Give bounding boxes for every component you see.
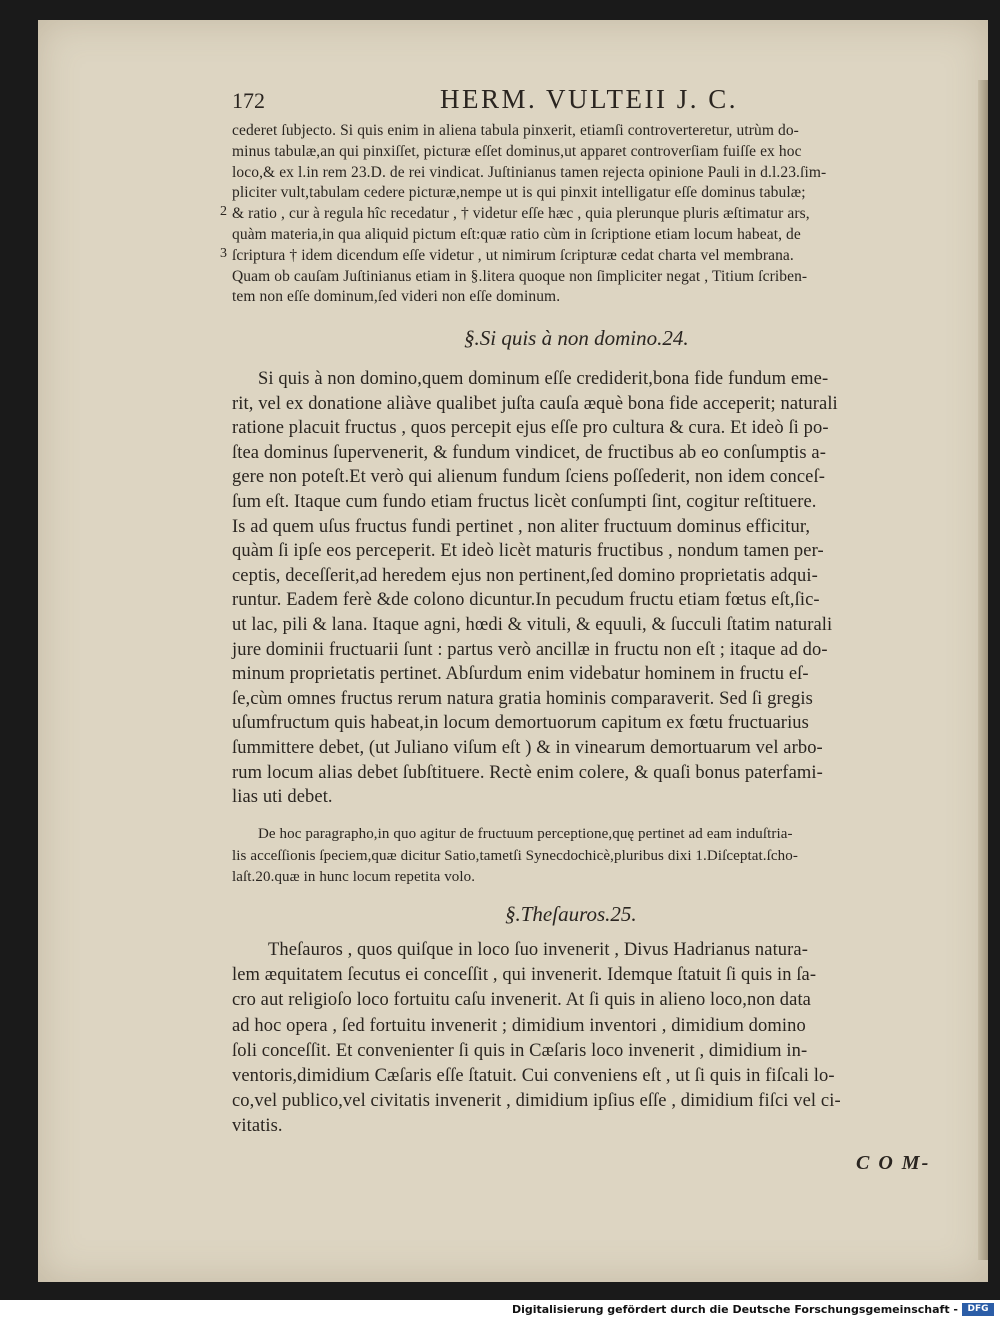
text-line: tem non eſſe dominum,ſed videri non eſſe dominum. (232, 288, 561, 306)
page-number: 172 (232, 88, 265, 113)
footer-credit: Digitalisierung gefördert durch die Deutsche Forschungsgemeinschaft - (511, 1303, 958, 1316)
text-line: quàm materia,in qua aliquid pictum eſt:quæ ratio cùm in ſcriptione etiam locum habeat, de (232, 226, 801, 243)
text-line: uſumfructum quis habeat,in locum demortuorum capitum ex fœtu fructuarius (232, 713, 809, 734)
text-line: gere non poteſt.Et verò qui alienum fundum ſciens poſſederit, non idem conceſ- (232, 467, 825, 488)
text-line: laſt.20.quæ in hunc locum repetita volo. (232, 869, 476, 885)
section-heading-24: §.Si quis à non domino.24. (464, 326, 689, 350)
text-line: Theſauros , quos quiſque in loco ſuo invenerit , Divus Hadrianus natura- (268, 940, 808, 960)
text-line: ſum eſt. Itaque cum fundo etiam fructus licèt conſumpti ſint, cogitur reſtituere. (232, 492, 817, 512)
text-line: ut lac, pili & lana. Itaque agni, hœdi & vituli, & equuli, & ſucculi ſtatim naturali (232, 615, 833, 635)
page-edge (978, 80, 988, 1260)
text-line: quàm ſi ipſe eos perceperit. Et ideò licèt maturis fructibus , nondum tamen per- (232, 541, 824, 562)
text-line: ad hoc opera , ſed fortuitu invenerit ; dimidium inventori , dimidium domino (232, 1015, 806, 1036)
text-line: ceptis, deceſſerit,ad heredem ejus non pertinent,ſed domino proprietatis adqui- (232, 565, 818, 586)
text-line: rum locum alias debet ſubſtituere. Rectè enim colere, & quaſi bonus paterfami- (232, 762, 823, 783)
text-line: lem æquitatem ſecutus ei conceſſit , qui invenerit. Idemque ſtatuit ſi quis in ſa- (232, 965, 817, 986)
text-line: ſoli conceſſit. Et convenienter ſi quis in Cæſaris loco invenerit , dimidium in- (232, 1040, 808, 1061)
section-heading-25: §.Theſauros.25. (505, 902, 637, 926)
catchword: C O M- (856, 1152, 931, 1174)
text-line: vitatis. (232, 1116, 283, 1137)
margin-note-2: 2 (220, 204, 227, 219)
text-line: ſtea dominus ſupervenerit, & fundum vindicet, de fructibus ab eo conſumptis a- (232, 442, 826, 463)
text-line: ſcriptura † idem dicendum eſſe videtur , ut nimirum ſcripturæ cedat charta vel membrana. (232, 246, 794, 264)
text-line: De hoc paragrapho,in quo agitur de fructuum perceptione,quę pertinet ad eam induſtria- (258, 826, 793, 842)
text-line: minus tabulæ,an qui pinxiſſet, picturæ eſſet dominus,ut apparet controverſiam fuiſſe ex hoc (232, 142, 802, 160)
text-line: cro aut religioſo loco fortuitu caſu invenerit. At ſi quis in alieno loco,non data (232, 990, 811, 1011)
text-line: rit, vel ex donatione aliàve qualibet juſta cauſa æquè bona fide acceperit; naturali (232, 393, 838, 414)
running-title: HERM. VULTEII J. C. (440, 84, 739, 114)
text-line: & ratio , cur à regula hîc recedatur , † videtur eſſe hæc , quia plerunque pluris æſtimatur ars, (232, 205, 810, 223)
text-line: ventoris,dimidium Cæſaris eſſe ſtatuit. Cui conveniens eſt , ut ſi quis in fiſcali lo- (232, 1066, 835, 1086)
text-line: loco,& ex l.in rem 23.D. de rei vindicat. Juſtinianus tamen rejecta opinione Pauli in d.l.23.ſim- (232, 163, 827, 181)
text-line: lias uti debet. (232, 787, 333, 808)
text-line: ſe,cùm omnes fructus rerum natura gratia hominis comparaverit. Sed ſi gregis (232, 688, 813, 709)
text-line: Is ad quem uſus fructus fundi pertinet , non aliter fructuum dominus efficitur, (232, 516, 811, 537)
text-line: Si quis à non domino,quem dominum eſſe crediderit,bona fide fundum eme- (258, 369, 829, 389)
text-line: ſummittere debet, (ut Juliano viſum eſt ) & in vinearum demortuarum vel arbo- (232, 738, 823, 758)
text-line: Quam ob cauſam Juſtinianus etiam in §.litera quoque non ſimpliciter negat , Titium ſcriben- (232, 267, 808, 285)
text-line: pliciter vult,tabulam cedere picturæ,nempe ut is qui pinxit intelligatur eſſe dominus tabulæ; (232, 184, 806, 202)
text-line: ratione placuit fructus , quos percepit ejus eſſe pro cultura & cura. Et ideò ſi po- (232, 418, 829, 439)
text-line: cederet ſubjecto. Si quis enim in aliena tabula pinxerit, etiamſi controverteretur, utrùm do- (232, 122, 799, 139)
text-line: minum proprietatis pertinet. Abſurdum enim videbatur hominem in fructu eſ- (232, 664, 809, 685)
text-line: lis acceſſionis ſpeciem,quæ dicitur Satio,tametſi Synecdochicè,pluribus dixi 1.Diſceptat.ſcho- (232, 847, 798, 864)
margin-note-3: 3 (220, 246, 227, 261)
text-line: jure dominii fructuarii ſunt : partus verò ancillæ in fructu non eſt ; itaque ad do- (232, 639, 828, 660)
dfg-logo: DFG (962, 1303, 994, 1316)
text-line: co,vel publico,vel civitatis invenerit , dimidium ipſius eſſe , dimidium fiſci vel ci- (232, 1091, 841, 1112)
text-line: runtur. Eadem ferè &de colono dicuntur.In pecudum fructu etiam fœtus eſt,ſic- (232, 590, 820, 611)
